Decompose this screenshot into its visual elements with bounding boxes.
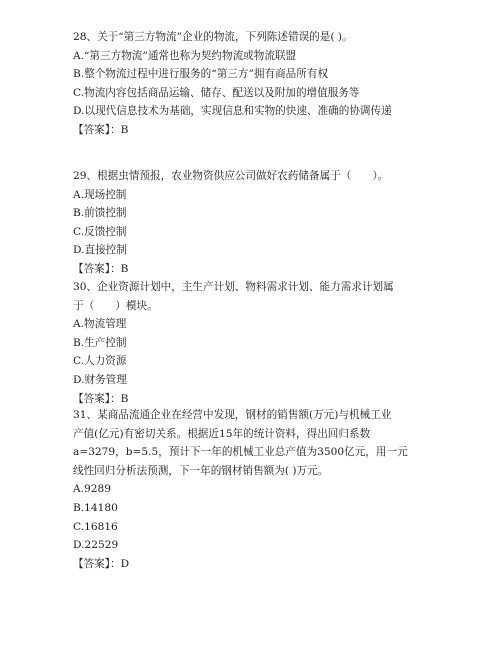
question-stem-line: 产值(亿元)有密切关系。根据近15年的统计资料，得出回归系数 — [73, 427, 371, 440]
option-d: D.以现代信息技术为基础，实现信息和实物的快速、准确的协调传递 — [73, 105, 392, 118]
question-29 — [73, 167, 433, 279]
option-b: B.前馈控制 — [73, 207, 127, 220]
option-d: D.22529 — [73, 539, 119, 552]
option-a: A.现场控制 — [73, 188, 127, 201]
option-a: A.9289 — [73, 483, 111, 496]
option-c: C.人力资源 — [73, 355, 127, 368]
option-b: B.生产控制 — [73, 336, 127, 349]
option-a: A.物流管理 — [73, 318, 127, 331]
question-31 — [73, 406, 433, 573]
answer-line: 【答案】：B — [73, 392, 129, 405]
question-28 — [73, 28, 433, 140]
option-c: C.反馈控制 — [73, 225, 127, 238]
option-d: D.直接控制 — [73, 244, 127, 257]
question-stem-line: 线性回归分析法预测，下一年的钢材销售额为( )万元。 — [73, 464, 329, 477]
option-a: A.“第三方物流”通常也称为契约物流或物流联盟 — [73, 49, 297, 62]
question-stem-line: 30、企业资源计划中，主生产计划、物料需求计划、能力需求计划属 — [73, 281, 394, 293]
option-c: C.物流内容包括商品运输、储存、配送以及附加的增值服务等 — [73, 86, 360, 99]
question-stem-line: a=3279，b=5.5，预计下一年的机械工业总产值为3500亿元，用一元 — [73, 446, 408, 459]
question-stem: 29、根据虫情预报，农业物资供应公司做好农药储备属于（ ）。 — [73, 170, 389, 182]
option-c: C.16816 — [73, 520, 118, 533]
option-b: B.14180 — [73, 501, 118, 514]
answer-line: 【答案】：B — [73, 123, 129, 136]
question-stem-line: 31、某商品流通企业在经营中发现，钢材的销售额(万元)与机械工业 — [73, 409, 392, 421]
answer-line: 【答案】：B — [73, 262, 129, 275]
question-30 — [73, 278, 433, 408]
option-b: B.整个物流过程中进行服务的“第三方”拥有商品所有权 — [73, 68, 329, 81]
option-d: D.财务管理 — [73, 373, 127, 386]
answer-line: 【答案】：D — [73, 557, 130, 570]
question-stem-line: 于（ ）模块。 — [73, 299, 158, 312]
question-stem: 28、关于“第三方物流”企业的物流，下列陈述错误的是( )。 — [73, 31, 353, 43]
